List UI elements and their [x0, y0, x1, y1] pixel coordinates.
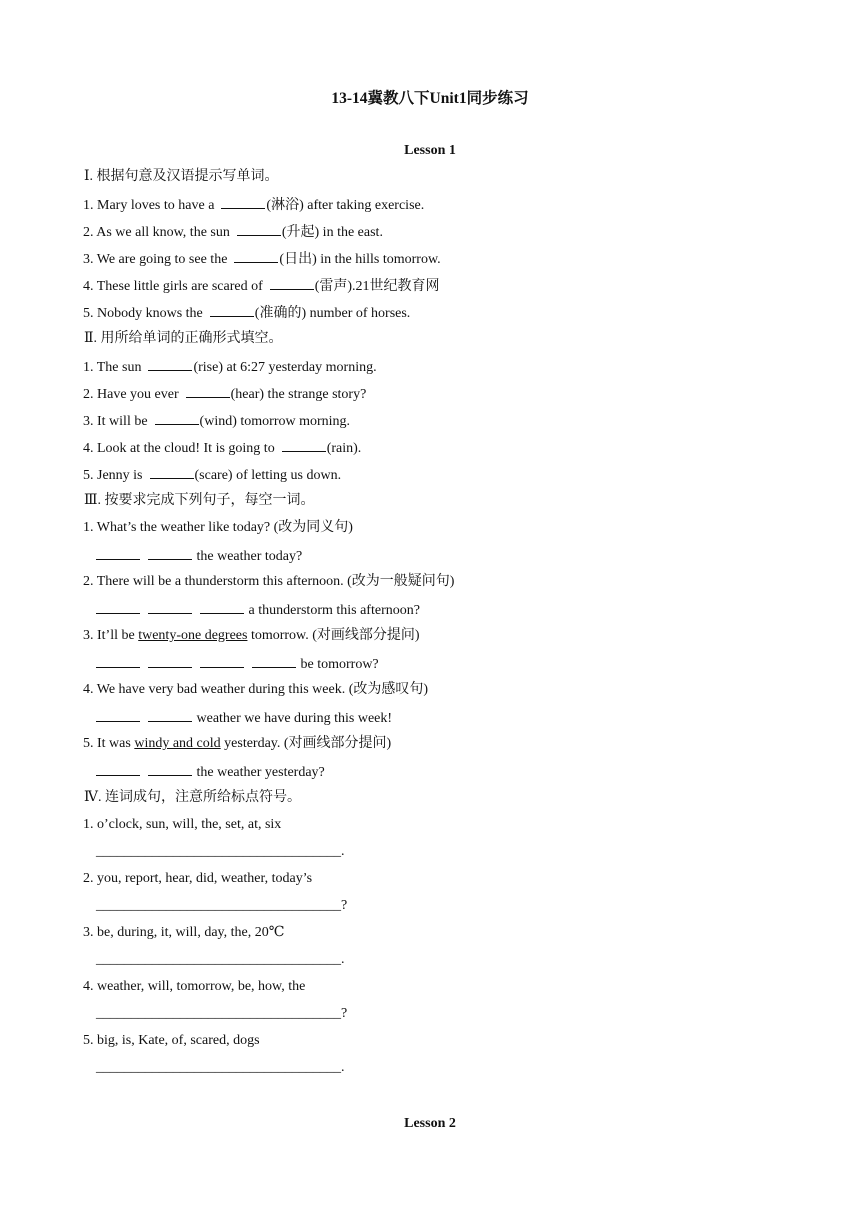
- section-1-item: 1. Mary loves to have a (淋浴) after taking exercise.: [83, 195, 424, 215]
- underlined-phrase: windy and cold: [134, 736, 221, 751]
- answer-blank[interactable]: [186, 384, 230, 398]
- section-3-item: 4. We have very bad weather during this week. (改为感叹句): [83, 682, 429, 697]
- answer-blank[interactable]: [148, 762, 192, 776]
- document-title: 13-14冀教八下Unit1同步练习: [331, 90, 529, 107]
- section-4-item: 4. weather, will, tomorrow, be, how, the: [83, 979, 306, 994]
- section-3-answer-line: the weather today?: [96, 546, 302, 566]
- section-3-item: 5. It was windy and cold yesterday. (对画线部分提问): [83, 736, 392, 751]
- answer-blank[interactable]: [270, 276, 314, 290]
- answer-blank[interactable]: [234, 249, 278, 263]
- section-3-answer-line: a thunderstorm this afternoon?: [96, 600, 420, 620]
- answer-blank[interactable]: [96, 546, 140, 560]
- section-3-answer-line: weather we have during this week!: [96, 708, 392, 728]
- section-3-item: 2. There will be a thunderstorm this afternoon. (改为一般疑问句): [83, 574, 455, 589]
- section-2-item: 5. Jenny is (scare) of letting us down.: [83, 465, 341, 485]
- answer-blank[interactable]: [210, 303, 254, 317]
- section-4-item: 3. be, during, it, will, day, the, 20℃: [83, 925, 285, 940]
- answer-blank[interactable]: [148, 708, 192, 722]
- section-2-item: 1. The sun (rise) at 6:27 yesterday morning.: [83, 357, 377, 377]
- section-4-item: 5. big, is, Kate, of, scared, dogs: [83, 1033, 260, 1048]
- section-2-item: 2. Have you ever (hear) the strange story?: [83, 384, 366, 404]
- answer-blank[interactable]: [155, 411, 199, 425]
- answer-blank[interactable]: [221, 195, 265, 209]
- section-4-answer-line[interactable]: ___________________________________?: [96, 898, 348, 913]
- section-2-item: 3. It will be (wind) tomorrow morning.: [83, 411, 350, 431]
- section-4-heading: Ⅳ. 连词成句，注意所给标点符号。: [84, 790, 301, 805]
- lesson-2-heading: Lesson 2: [404, 1116, 456, 1131]
- section-3-item: 1. What’s the weather like today? (改为同义句): [83, 520, 353, 535]
- answer-blank[interactable]: [96, 654, 140, 668]
- section-1-item: 2. As we all know, the sun (升起) in the east.: [83, 222, 383, 242]
- section-3-heading: Ⅲ. 按要求完成下列句子，每空一词。: [84, 493, 315, 508]
- section-4-answer-line[interactable]: ___________________________________.: [96, 952, 345, 967]
- lesson-1-heading: Lesson 1: [404, 143, 456, 158]
- section-3-item: 3. It’ll be twenty-one degrees tomorrow. (对画线部分提问): [83, 628, 420, 643]
- answer-blank[interactable]: [96, 708, 140, 722]
- answer-blank[interactable]: [148, 654, 192, 668]
- section-3-answer-line: be tomorrow?: [96, 654, 379, 674]
- answer-blank[interactable]: [200, 600, 244, 614]
- section-3-answer-line: the weather yesterday?: [96, 762, 325, 782]
- section-1-item: 5. Nobody knows the (准确的) number of horses.: [83, 303, 410, 323]
- answer-blank[interactable]: [96, 762, 140, 776]
- underlined-phrase: twenty-one degrees: [138, 628, 248, 643]
- answer-blank[interactable]: [148, 357, 192, 371]
- answer-blank[interactable]: [237, 222, 281, 236]
- section-4-item: 2. you, report, hear, did, weather, today’s: [83, 871, 313, 886]
- section-4-answer-line[interactable]: ___________________________________.: [96, 844, 345, 859]
- answer-blank[interactable]: [200, 654, 244, 668]
- answer-blank[interactable]: [148, 546, 192, 560]
- answer-blank[interactable]: [148, 600, 192, 614]
- answer-blank[interactable]: [252, 654, 296, 668]
- section-4-answer-line[interactable]: ___________________________________.: [96, 1060, 345, 1075]
- answer-blank[interactable]: [150, 465, 194, 479]
- answer-blank[interactable]: [282, 438, 326, 452]
- answer-blank[interactable]: [96, 600, 140, 614]
- section-2-item: 4. Look at the cloud! It is going to (rain).: [83, 438, 361, 458]
- section-2-heading: Ⅱ. 用所给单词的正确形式填空。: [84, 331, 283, 346]
- section-4-item: 1. o’clock, sun, will, the, set, at, six: [83, 817, 282, 832]
- section-1-item: 3. We are going to see the (日出) in the hills tomorrow.: [83, 249, 441, 269]
- section-1-item: 4. These little girls are scared of (雷声).21世纪教育网: [83, 276, 440, 296]
- section-4-answer-line[interactable]: ___________________________________?: [96, 1006, 348, 1021]
- section-1-heading: Ⅰ. 根据句意及汉语提示写单词。: [84, 169, 279, 184]
